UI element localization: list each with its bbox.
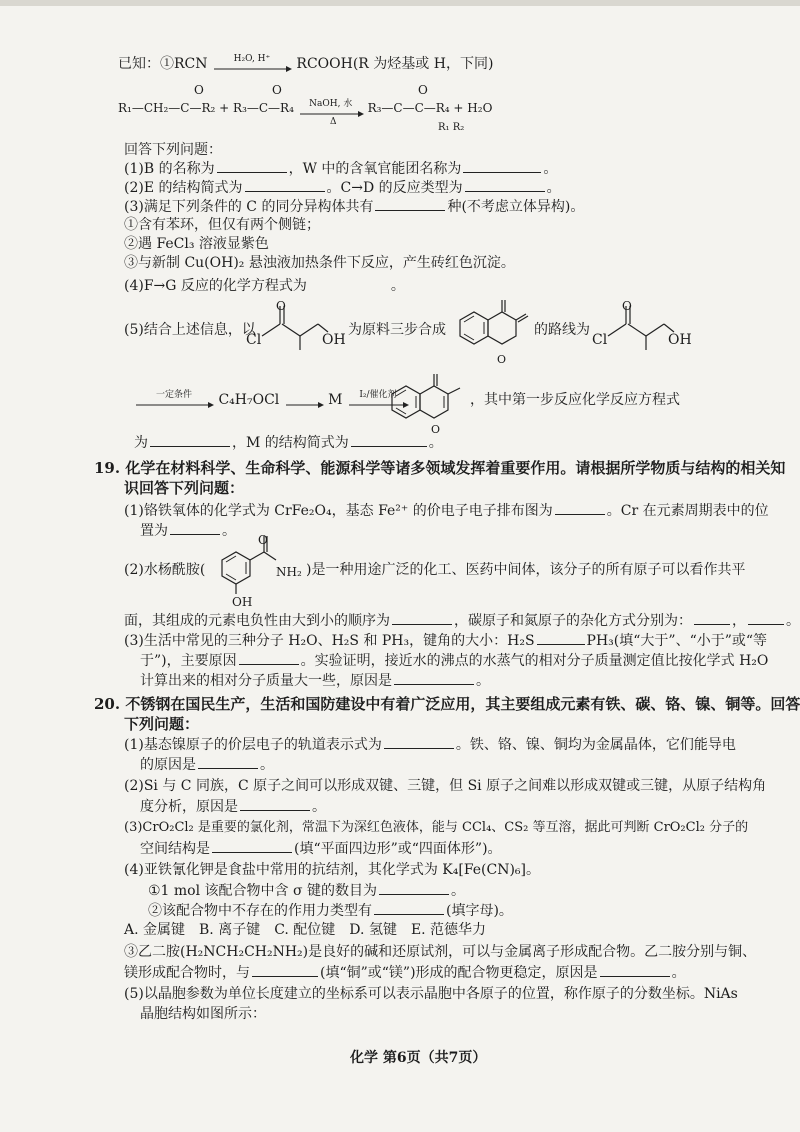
q18-p4b-text: 。 <box>390 278 405 294</box>
q18-part1 <box>124 158 557 179</box>
q20-p1c-text: 的原因是 <box>140 757 196 773</box>
q20-part2-cont <box>140 796 326 817</box>
route-condition-1: 一定条件 <box>155 390 192 400</box>
q20-p1-text: (1)基态镍原子的价层电子的轨道表示式为 <box>124 737 382 753</box>
answer-blank[interactable] <box>379 880 449 895</box>
q18-cond1: ①含有苯环，但仅有两个侧链； <box>124 217 320 233</box>
q20-p4c3-text: (填“铜”或“镁”)形成的配合物更稳定，原因是 <box>320 965 598 981</box>
answer-blank[interactable] <box>240 796 310 811</box>
q20-part4-a <box>148 880 465 901</box>
q18-part5-answer <box>134 432 443 453</box>
ring-o: O <box>431 423 441 436</box>
q19-p3f-text: 。 <box>476 673 490 689</box>
q18-cond2: ②遇 FeCl₃ 溶液显紫色 <box>124 236 269 252</box>
synthesis-route <box>134 390 409 410</box>
atom-cl: Cl <box>592 332 608 348</box>
answer-blank[interactable] <box>374 900 444 915</box>
q19-p2a: (2)水杨酰胺( <box>124 562 206 578</box>
atom-o: O <box>276 299 286 313</box>
eq2-rhs: R₃—C—C—R₄ + H₂O <box>367 101 493 115</box>
atom-oh: OH <box>232 595 253 609</box>
known-reaction-2 <box>118 98 492 118</box>
q19-p2e-text: ， <box>732 613 746 629</box>
q20-part5-cont: 晶胞结构如图所示： <box>140 1006 266 1022</box>
q18-p1-text: (1)B 的名称为 <box>124 161 215 177</box>
atom-o: O <box>258 533 268 547</box>
q19-part3-cont2 <box>140 670 490 691</box>
q18-cond3: ③与新制 Cu(OH)₂ 悬浊液加热条件下反应，产生砖红色沉淀。 <box>124 255 515 271</box>
q18-p5f-text: 。 <box>428 435 443 451</box>
answer-blank[interactable] <box>465 177 545 192</box>
question-number: 19. <box>94 459 121 477</box>
carbonyl-o: O <box>272 83 282 97</box>
route-arrow-2 <box>284 391 324 409</box>
known-prefix: 已知：①RCN <box>118 56 208 72</box>
q18-p5c: 的路线为 <box>534 322 590 338</box>
q20-part1 <box>124 734 736 755</box>
q19-p1b-text: 。Cr 在元素周期表中的位 <box>606 503 769 519</box>
q20-p2c-text: 。 <box>312 799 326 815</box>
q20-part4-b <box>148 900 513 921</box>
answer-blank[interactable] <box>600 962 670 977</box>
known-product-1: RCOOH(R 为烃基或 H，下同) <box>296 56 494 72</box>
answer-blank[interactable] <box>252 962 318 977</box>
q20-heading-cont: 下列问题： <box>124 715 200 733</box>
q20-part4-c-cont <box>124 962 686 983</box>
q19-p1-text: (1)铬铁氧体的化学式为 CrFe₂O₄，基态 Fe²⁺ 的价电子电子排布图为 <box>124 503 553 519</box>
q19-part3-cont <box>140 650 768 671</box>
q19-p2f-text: 。 <box>786 613 800 629</box>
q20-p4c2-text: 镁形成配合物时，与 <box>124 965 250 981</box>
answer-blank[interactable] <box>555 500 605 515</box>
eq2-delta: Δ <box>330 117 337 127</box>
atom-oh: OH <box>322 332 346 348</box>
q20-part1-cont <box>140 754 274 775</box>
answer-blank[interactable] <box>375 196 445 211</box>
scan-edge <box>0 0 800 6</box>
q18-part4 <box>124 275 405 296</box>
answer-blank[interactable] <box>748 610 784 625</box>
q18-p5e-text: ，M 的结构简式为 <box>232 435 349 451</box>
answer-blank[interactable] <box>198 754 258 769</box>
q19-p3b-text: PH₃(填“大于”、“小于”或“等 <box>586 633 768 649</box>
carbonyl-o: O <box>418 83 428 97</box>
reaction-arrow <box>212 55 292 73</box>
atom-cl: Cl <box>246 332 262 348</box>
q19-p3a-text: (3)生活中常见的三种分子 H₂O、H₂S 和 PH₃，键角的大小：H₂S <box>124 633 535 649</box>
route-intermediate-1: C₄H₇OCl <box>218 392 280 408</box>
q18-p1b-text: ，W 中的含氧官能团名称为 <box>288 161 462 177</box>
question-number: 20. <box>94 695 121 713</box>
q20-part4-c: ③乙二胺(H₂NCH₂CH₂NH₂)是良好的碱和还原试剂，可以与金属离子形成配合物。乙二胺分别与铜、 <box>124 944 757 960</box>
q20-p4a2-text: 。 <box>451 883 465 899</box>
q20-part4: (4)亚铁氰化钾是食盐中常用的抗结剂，其化学式为 K₄[Fe(CN)₆]。 <box>124 862 541 878</box>
q20-part2: (2)Si 与 C 同族，C 原子之间可以形成双键、三键，但 Si 原子之间难以形成双键或三键，从原子结构角 <box>124 778 767 794</box>
q19-p2c-text: 面，其组成的元素电负性由大到小的顺序为 <box>124 613 390 629</box>
q20-part3: (3)CrO₂Cl₂ 是重要的氯化剂，常温下为深红色液体，能与 CCl₄、CS₂ 等互溶，据此可判断 CrO₂Cl₂ 分子的 <box>124 820 749 835</box>
q18-p5d-text: 为 <box>134 435 148 451</box>
q20-p1d-text: 。 <box>260 757 274 773</box>
q19-head-text: 化学在材料科学、生命科学、能源科学等诸多领域发挥着重要作用。请根据所学物质与结构的相关知 <box>125 459 786 477</box>
q18-intro: 回答下列问题： <box>124 142 222 158</box>
q18-p1c-text: 。 <box>543 161 558 177</box>
q19-p2b: )是一种用途广泛的化工、医药中间体，该分子的所有原子可以看作共平 <box>306 562 746 578</box>
atom-oh: OH <box>668 332 692 348</box>
answer-blank[interactable] <box>239 650 299 665</box>
eq2-lhs2: R₃—C—R₄ <box>233 101 294 115</box>
q19-heading <box>94 458 785 478</box>
q18-p2b-text: 。C→D 的反应类型为 <box>326 180 463 196</box>
q20-p4a-text: ①1 mol 该配合物中含 σ 键的数目为 <box>148 883 377 899</box>
q18-part3 <box>124 196 584 217</box>
q19-p1c-text: 置为 <box>140 523 168 539</box>
page-footer: 化学 第6页（共7页） <box>350 1050 487 1066</box>
q19-heading-cont: 识回答下列问题： <box>124 479 245 497</box>
q20-p3b-text: 空间结构是 <box>140 841 210 857</box>
answer-blank[interactable] <box>217 158 287 173</box>
q18-p4-text: (4)F→G 反应的化学方程式为 <box>124 278 307 294</box>
q18-p2-text: (2)E 的结构简式为 <box>124 180 243 196</box>
q20-p4c4-text: 。 <box>671 965 686 981</box>
answer-blank[interactable] <box>212 838 292 853</box>
chromone-target-structure <box>446 298 532 362</box>
q18-route-tail: ，其中第一步反应化学反应方程式 <box>470 392 680 408</box>
answer-blank[interactable] <box>537 630 585 645</box>
q19-p2d-text: ，碳原子和氮原子的杂化方式分别为： <box>454 613 692 629</box>
answer-blank[interactable] <box>384 734 454 749</box>
route-arrow-1 <box>134 391 214 409</box>
route-intermediate-m: M <box>328 392 343 408</box>
q20-part3-cont <box>140 838 502 859</box>
q20-heading <box>94 694 800 714</box>
answer-blank[interactable] <box>351 432 427 447</box>
q18-p5b: 为原料三步合成 <box>348 322 446 338</box>
arrow-condition: NaOH, 水 <box>309 98 353 109</box>
eq2-lhs1: R₁—CH₂—C—R₂ + <box>118 101 230 115</box>
answer-blank[interactable] <box>392 610 452 625</box>
arrow-condition: H₂O, H⁺ <box>233 54 271 64</box>
q19-p3c-text: 于”)，主要原因 <box>140 653 237 669</box>
q20-p4b-text: ②该配合物中不存在的作用力类型有 <box>148 903 372 919</box>
q19-part1 <box>124 500 769 521</box>
answer-blank[interactable] <box>694 610 730 625</box>
q19-p3d-text: 。实验证明，接近水的沸点的水蒸气的相对分子质量测定值比按化学式 H₂O <box>300 653 769 669</box>
q20-p4b2-text: (填字母)。 <box>446 903 513 919</box>
q18-p2c-text: 。 <box>546 180 561 196</box>
q20-head-text: 不锈钢在国民生产，生活和国防建设中有着广泛应用，其主要组成元素有铁、碳、铬、镍、铜等。回答 <box>125 695 800 713</box>
q19-part2-cont <box>124 610 800 631</box>
atom-nh2: NH₂ <box>276 565 302 579</box>
q18-part2 <box>124 177 561 198</box>
ring-o: O <box>497 353 507 366</box>
q18-p5a: (5)结合上述信息，以 <box>124 322 256 338</box>
eq2-substituents: R₁ R₂ <box>438 122 465 133</box>
atom-o: O <box>622 299 632 313</box>
q20-options: A. 金属键 B. 离子键 C. 配位键 D. 氢键 E. 范德华力 <box>124 922 487 938</box>
q20-p2b-text: 度分析，原因是 <box>140 799 238 815</box>
q18-p3b-text: 种(不考虑立体异构)。 <box>447 199 585 215</box>
q20-part5: (5)以晶胞参数为单位长度建立的坐标系可以表示晶胞中各原子的位置，称作原子的分数坐标。NiAs <box>124 986 738 1002</box>
answer-blank[interactable] <box>150 432 230 447</box>
known-reaction-1 <box>118 54 493 74</box>
route-condition-3: I₂/催化剂 <box>359 390 397 400</box>
q19-p1d-text: 。 <box>222 523 236 539</box>
carbonyl-o: O <box>194 83 204 97</box>
answer-blank[interactable] <box>245 177 325 192</box>
q19-p3e-text: 计算出来的相对分子质量大一些，原因是 <box>140 673 392 689</box>
q18-p3-text: (3)满足下列条件的 C 的同分异构体共有 <box>124 199 374 215</box>
chromone-product-structure <box>380 372 466 432</box>
answer-space[interactable] <box>309 275 389 290</box>
answer-blank[interactable] <box>394 670 474 685</box>
q20-p3c-text: (填“平面四边形”或“四面体形”)。 <box>294 841 502 857</box>
q19-part3 <box>124 630 767 651</box>
q20-p1b-text: 。铁、铬、镍、铜均为金属晶体，它们能导电 <box>455 737 736 753</box>
answer-blank[interactable] <box>463 158 541 173</box>
